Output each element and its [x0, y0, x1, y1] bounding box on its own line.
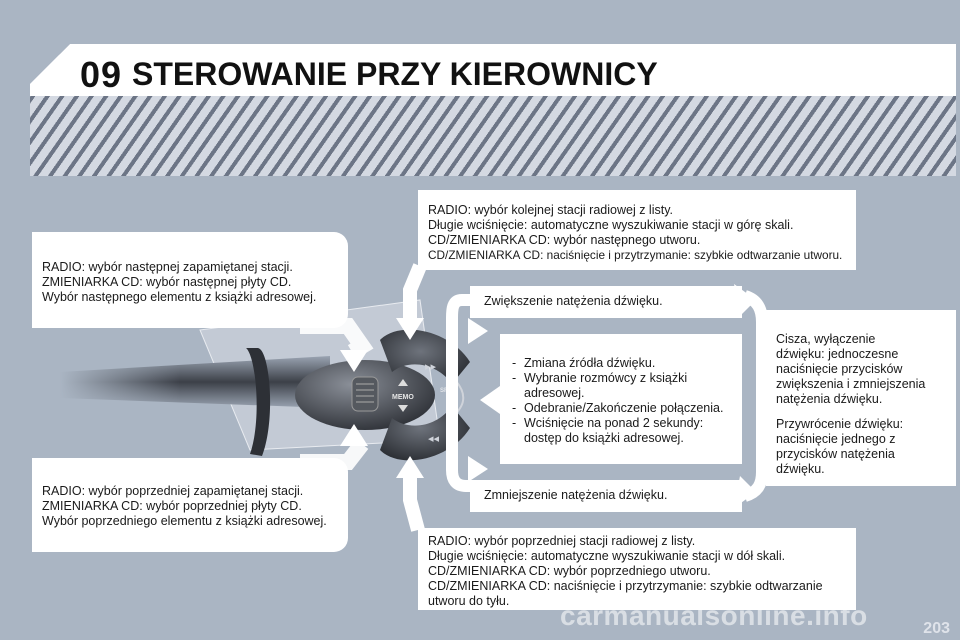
page-number: 203 — [923, 620, 950, 637]
src-item-select-contact-text: - Wybranie rozmówcy z książki adresowej. — [524, 371, 688, 400]
volume-down-box: Zmniejszenie natężenia dźwięku. — [470, 480, 742, 512]
memo-label: MEMO — [392, 394, 414, 401]
mute-bracket — [745, 296, 762, 496]
prev-memory-box: RADIO: wybór poprzedniej zapamiętanej stacji. ZMIENIARKA CD: wybór poprzedniej płyty CD. Wybór poprzedniego elementu z książki adresowej. — [32, 458, 348, 552]
next-station-box: RADIO: wybór kolejnej stacji radiowej z listy. Długie wciśnięcie: automatyczne wyszukiwanie stacji w górę skali. CD/ZMIENIARKA CD: wybór następnego utworu. CD/ZMIENIARKA CD: naciśnięcie i przytrzymanie: szybkie odtwarzanie utworu. — [418, 190, 856, 270]
src-item-select-contact — [510, 371, 732, 401]
arrow-volume-down — [468, 456, 488, 482]
src-label: SRC — [440, 388, 453, 394]
arrow-volume-up — [468, 318, 488, 344]
src-item-long-press — [510, 416, 732, 446]
chapter-number: 09 — [80, 54, 123, 95]
src-item-answer: - Odebranie/Zakończenie połączenia. — [510, 401, 732, 416]
rewind-icon: ◂◂ — [428, 433, 440, 445]
arrow-src — [480, 386, 500, 414]
watermark: carmanualsonline.info — [560, 600, 868, 631]
scroll-wheel — [352, 377, 378, 411]
fast-forward-icon: ▸▸ — [425, 361, 437, 373]
mute-box: Cisza, wyłączenie dźwięku: jednoczesne naciśnięcie przycisków zwiększenia i zmniejszenia natężenia dźwięku. Przywrócenie dźwięku: naciśnięcie jednego z przycisków natężenia dźwięku. — [766, 310, 956, 486]
volume-up-box: Zwiększenie natężenia dźwięku. — [470, 286, 742, 318]
prev-station-box: RADIO: wybór poprzedniej stacji radiowej z listy. Długie wciśnięcie: automatyczne wyszukiwanie stacji w dół skali. CD/ZMIENIARKA CD: wybór poprzedniego utworu. CD/ZMIENIARKA CD: naciśnięcie i przytrzymanie: szybkie odtwarzanie utworu do tyłu. — [418, 528, 856, 610]
page-title: STEROWANIE PRZY KIEROWNICY — [132, 56, 658, 92]
connector-bottom — [410, 476, 418, 530]
volume-bracket — [452, 300, 470, 486]
src-item-long-press-text: - Wciśnięcie na ponad 2 sekundy: dostęp do książki adresowej. — [524, 416, 704, 445]
source-box — [500, 334, 742, 464]
next-memory-box: RADIO: wybór następnej zapamiętanej stacji. ZMIENIARKA CD: wybór następnej płyty CD. Wybór następnego elementu z książki adresowej. — [32, 232, 348, 328]
src-item-change-source: - Zmiana źródła dźwięku. — [510, 356, 732, 371]
